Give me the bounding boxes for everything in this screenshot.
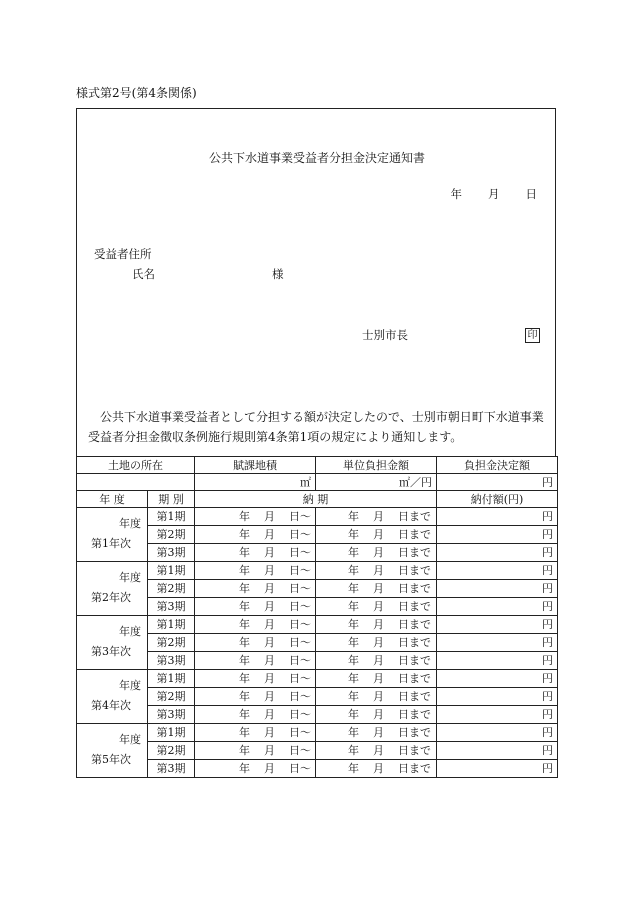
recipient-honorific: 様 (272, 267, 284, 281)
term-to-cell[interactable] (316, 670, 437, 688)
seal-mark: 印 (525, 328, 540, 343)
header-area: 賦課地積 (195, 457, 316, 474)
term-from-cell[interactable] (195, 634, 316, 652)
term-to-day: 日まで (398, 546, 431, 560)
term-from-cell[interactable] (195, 670, 316, 688)
payment-amount-cell[interactable]: 円 (437, 760, 558, 778)
term-from-year: 年 (239, 744, 250, 758)
payment-amount-cell[interactable]: 円 (437, 688, 558, 706)
summary-value-row (77, 474, 558, 491)
term-from-day: 日～ (289, 546, 311, 560)
term-from-day: 日～ (289, 564, 311, 578)
term-to-cell[interactable] (316, 652, 437, 670)
term-to-month: 月 (373, 546, 384, 560)
header-land-location: 土地の所在 (77, 457, 195, 474)
term-to-day: 日まで (398, 708, 431, 722)
table-row (77, 706, 558, 724)
term-to-year: 年 (348, 546, 359, 560)
term-to-month: 月 (373, 564, 384, 578)
term-from-month: 月 (264, 672, 275, 686)
term-to-year: 年 (348, 618, 359, 632)
header-payment-amount: 納付額(円) (437, 491, 558, 508)
table-row (77, 724, 558, 742)
document-title: 公共下水道事業受益者分担金決定通知書 (208, 151, 425, 165)
date-year: 年 (450, 187, 462, 201)
term-to-day: 日まで (398, 618, 431, 632)
area-cell[interactable]: ㎡ (195, 474, 316, 491)
payment-amount-cell[interactable]: 円 (437, 616, 558, 634)
term-to-month: 月 (373, 600, 384, 614)
term-to-cell[interactable] (316, 634, 437, 652)
table-row (77, 742, 558, 760)
term-to-month: 月 (373, 654, 384, 668)
term-from-year: 年 (239, 618, 250, 632)
term-to-month: 月 (373, 762, 384, 776)
table-row (77, 580, 558, 598)
term-to-day: 日まで (398, 510, 431, 524)
assessment-table (76, 456, 558, 778)
term-to-cell[interactable] (316, 616, 437, 634)
period-cell: 第1期 (148, 508, 195, 526)
term-to-year: 年 (348, 744, 359, 758)
term-from-day: 日～ (289, 618, 311, 632)
period-cell: 第2期 (148, 634, 195, 652)
term-from-year: 年 (239, 582, 250, 596)
term-from-cell[interactable] (195, 616, 316, 634)
recipient-address-label: 受益者住所 (94, 247, 152, 261)
term-to-day: 日まで (398, 600, 431, 614)
payment-amount-cell[interactable]: 円 (437, 580, 558, 598)
term-to-day: 日まで (398, 528, 431, 542)
term-to-day: 日まで (398, 762, 431, 776)
year-number-label: 第3年次 (91, 645, 131, 659)
term-to-year: 年 (348, 690, 359, 704)
term-from-year: 年 (239, 546, 250, 560)
payment-amount-cell[interactable]: 円 (437, 724, 558, 742)
term-to-cell[interactable] (316, 742, 437, 760)
term-from-cell[interactable] (195, 544, 316, 562)
term-from-cell[interactable] (195, 688, 316, 706)
term-from-month: 月 (264, 690, 275, 704)
year-label: 年度 (119, 625, 141, 639)
schedule-header-row (77, 491, 558, 508)
term-to-year: 年 (348, 510, 359, 524)
date-line (435, 189, 538, 201)
table-row (77, 688, 558, 706)
year-label: 年度 (119, 679, 141, 693)
payment-amount-cell[interactable]: 円 (437, 508, 558, 526)
term-from-day: 日～ (289, 726, 311, 740)
term-from-year: 年 (239, 672, 250, 686)
term-to-cell[interactable] (316, 706, 437, 724)
term-from-day: 日～ (289, 708, 311, 722)
payment-amount-cell[interactable]: 円 (437, 706, 558, 724)
term-from-cell[interactable] (195, 562, 316, 580)
year-label: 年度 (119, 571, 141, 585)
term-to-day: 日まで (398, 726, 431, 740)
table-row (77, 652, 558, 670)
term-from-day: 日～ (289, 528, 311, 542)
term-from-month: 月 (264, 600, 275, 614)
fiscal-year-cell (77, 616, 148, 670)
term-from-day: 日～ (289, 744, 311, 758)
term-from-month: 月 (264, 708, 275, 722)
year-number-label: 第2年次 (91, 591, 131, 605)
payment-amount-cell[interactable]: 円 (437, 544, 558, 562)
payment-amount-cell[interactable]: 円 (437, 598, 558, 616)
period-cell: 第3期 (148, 598, 195, 616)
term-to-day: 日まで (398, 744, 431, 758)
term-to-month: 月 (373, 582, 384, 596)
period-cell: 第1期 (148, 670, 195, 688)
header-period: 期 別 (148, 491, 195, 508)
term-to-cell[interactable] (316, 580, 437, 598)
term-from-year: 年 (239, 564, 250, 578)
form-number-label: 様式第2号(第4条関係) (76, 86, 197, 100)
term-from-cell[interactable] (195, 580, 316, 598)
term-to-month: 月 (373, 672, 384, 686)
term-to-year: 年 (348, 762, 359, 776)
term-from-cell[interactable] (195, 724, 316, 742)
term-from-day: 日～ (289, 582, 311, 596)
period-cell: 第2期 (148, 688, 195, 706)
term-from-cell[interactable] (195, 526, 316, 544)
period-cell: 第3期 (148, 544, 195, 562)
header-determined-amount: 負担金決定額 (437, 457, 558, 474)
term-from-day: 日～ (289, 690, 311, 704)
table-row (77, 670, 558, 688)
table-row (77, 616, 558, 634)
term-to-month: 月 (373, 708, 384, 722)
term-from-day: 日～ (289, 600, 311, 614)
term-from-day: 日～ (289, 654, 311, 668)
notice-frame (76, 108, 556, 456)
term-to-month: 月 (373, 744, 384, 758)
term-to-year: 年 (348, 636, 359, 650)
payment-amount-cell[interactable]: 円 (437, 670, 558, 688)
term-to-month: 月 (373, 690, 384, 704)
term-from-month: 月 (264, 528, 275, 542)
term-from-month: 月 (264, 636, 275, 650)
term-to-day: 日まで (398, 564, 431, 578)
header-unit-price: 単位負担金額 (316, 457, 437, 474)
term-to-month: 月 (373, 726, 384, 740)
term-to-month: 月 (373, 528, 384, 542)
term-to-cell[interactable] (316, 544, 437, 562)
year-number-label: 第4年次 (91, 699, 131, 713)
term-to-cell[interactable] (316, 760, 437, 778)
term-from-cell[interactable] (195, 598, 316, 616)
term-from-day: 日～ (289, 672, 311, 686)
table-row (77, 508, 558, 526)
issuer-label: 士別市長 (362, 328, 408, 342)
term-from-year: 年 (239, 510, 250, 524)
notice-body: 公共下水道事業受益者として分担する額が決定したので、士別市朝日町下水道事業受益者分担金徴収条例施行規則第4条第1項の規定により通知します。 (88, 410, 544, 444)
year-number-label: 第5年次 (91, 753, 131, 767)
payment-amount-cell[interactable]: 円 (437, 526, 558, 544)
term-to-cell[interactable] (316, 508, 437, 526)
table-row (77, 562, 558, 580)
date-month: 月 (488, 187, 500, 201)
term-from-day: 日～ (289, 510, 311, 524)
term-from-cell[interactable] (195, 742, 316, 760)
year-number-label: 第1年次 (91, 537, 131, 551)
term-to-year: 年 (348, 672, 359, 686)
payment-amount-cell[interactable]: 円 (437, 742, 558, 760)
year-label: 年度 (119, 733, 141, 747)
header-fiscal-year: 年 度 (77, 491, 148, 508)
term-to-year: 年 (348, 582, 359, 596)
term-from-year: 年 (239, 528, 250, 542)
determined-amount-cell[interactable]: 円 (437, 474, 558, 491)
summary-header-row (77, 457, 558, 474)
date-day: 日 (525, 187, 537, 201)
term-from-day: 日～ (289, 636, 311, 650)
term-to-day: 日まで (398, 672, 431, 686)
table-row (77, 760, 558, 778)
land-location-cell[interactable] (77, 474, 195, 491)
period-cell: 第3期 (148, 760, 195, 778)
term-from-cell[interactable] (195, 760, 316, 778)
header-payment-term: 納 期 (195, 491, 437, 508)
fiscal-year-cell (77, 562, 148, 616)
period-cell: 第1期 (148, 616, 195, 634)
year-label: 年度 (119, 517, 141, 531)
term-from-month: 月 (264, 546, 275, 560)
term-from-day: 日～ (289, 762, 311, 776)
term-from-year: 年 (239, 690, 250, 704)
term-from-year: 年 (239, 600, 250, 614)
term-from-month: 月 (264, 564, 275, 578)
term-from-month: 月 (264, 582, 275, 596)
period-cell: 第3期 (148, 652, 195, 670)
term-to-month: 月 (373, 636, 384, 650)
term-from-year: 年 (239, 762, 250, 776)
term-to-day: 日まで (398, 690, 431, 704)
term-from-month: 月 (264, 510, 275, 524)
term-from-year: 年 (239, 708, 250, 722)
term-from-month: 月 (264, 726, 275, 740)
term-to-day: 日まで (398, 582, 431, 596)
term-to-cell[interactable] (316, 598, 437, 616)
term-from-cell[interactable] (195, 652, 316, 670)
term-to-year: 年 (348, 564, 359, 578)
table-row (77, 598, 558, 616)
term-to-year: 年 (348, 528, 359, 542)
period-cell: 第1期 (148, 562, 195, 580)
term-from-month: 月 (264, 744, 275, 758)
period-cell: 第3期 (148, 706, 195, 724)
term-from-year: 年 (239, 654, 250, 668)
term-to-cell[interactable] (316, 724, 437, 742)
term-to-year: 年 (348, 600, 359, 614)
term-from-month: 月 (264, 654, 275, 668)
fiscal-year-cell (77, 670, 148, 724)
term-from-cell[interactable] (195, 706, 316, 724)
term-to-cell[interactable] (316, 526, 437, 544)
unit-price-cell[interactable]: ㎡／円 (316, 474, 437, 491)
recipient-name-label: 氏名 (132, 267, 155, 281)
term-from-cell[interactable] (195, 508, 316, 526)
term-to-month: 月 (373, 510, 384, 524)
term-from-month: 月 (264, 762, 275, 776)
term-to-year: 年 (348, 708, 359, 722)
period-cell: 第2期 (148, 580, 195, 598)
period-cell: 第2期 (148, 526, 195, 544)
term-to-year: 年 (348, 726, 359, 740)
term-from-year: 年 (239, 636, 250, 650)
term-to-day: 日まで (398, 636, 431, 650)
period-cell: 第2期 (148, 742, 195, 760)
table-row (77, 526, 558, 544)
term-to-day: 日まで (398, 654, 431, 668)
payment-amount-cell[interactable]: 円 (437, 634, 558, 652)
term-from-year: 年 (239, 726, 250, 740)
term-from-month: 月 (264, 618, 275, 632)
payment-amount-cell[interactable]: 円 (437, 652, 558, 670)
fiscal-year-cell (77, 508, 148, 562)
payment-amount-cell[interactable]: 円 (437, 562, 558, 580)
fiscal-year-cell (77, 724, 148, 778)
period-cell: 第1期 (148, 724, 195, 742)
term-to-year: 年 (348, 654, 359, 668)
term-to-cell[interactable] (316, 562, 437, 580)
term-to-month: 月 (373, 618, 384, 632)
table-row (77, 634, 558, 652)
table-row (77, 544, 558, 562)
term-to-cell[interactable] (316, 688, 437, 706)
